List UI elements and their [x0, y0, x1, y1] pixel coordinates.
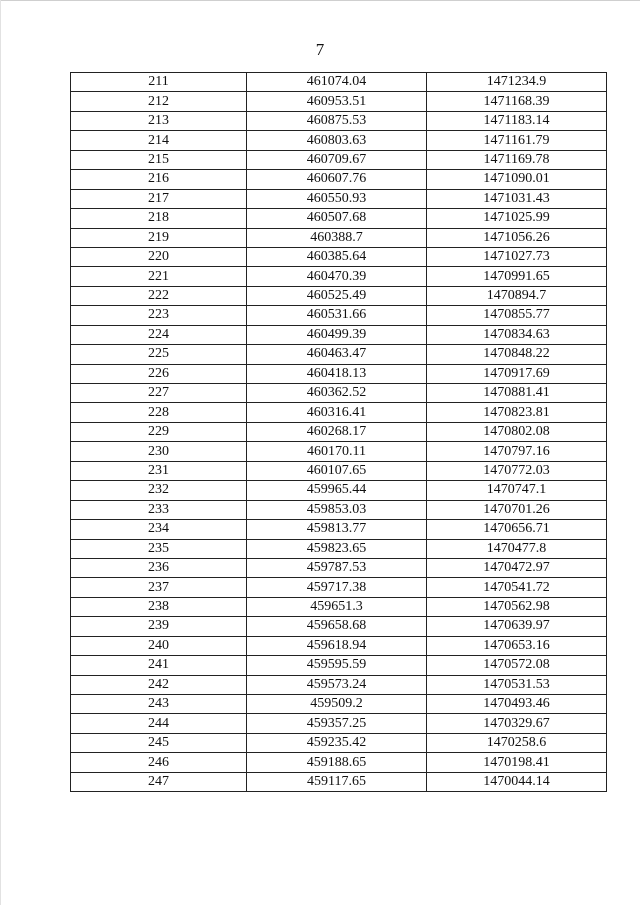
point-number-cell: 220	[71, 247, 247, 266]
table-row	[71, 558, 607, 577]
x-coordinate-cell: 459658.68	[247, 617, 427, 636]
table-row	[71, 597, 607, 616]
y-coordinate-cell: 1470991.65	[427, 267, 607, 286]
y-coordinate-cell: 1470917.69	[427, 364, 607, 383]
table-row	[71, 695, 607, 714]
x-coordinate-cell: 459965.44	[247, 481, 427, 500]
point-number-cell: 212	[71, 92, 247, 111]
table-row	[71, 733, 607, 752]
x-coordinate-cell: 459651.3	[247, 597, 427, 616]
y-coordinate-cell: 1470639.97	[427, 617, 607, 636]
y-coordinate-cell: 1471031.43	[427, 189, 607, 208]
y-coordinate-cell: 1471161.79	[427, 131, 607, 150]
y-coordinate-cell: 1470044.14	[427, 772, 607, 791]
y-coordinate-cell: 1471027.73	[427, 247, 607, 266]
table-row	[71, 539, 607, 558]
y-coordinate-cell: 1470855.77	[427, 306, 607, 325]
x-coordinate-cell: 459618.94	[247, 636, 427, 655]
table-row	[71, 617, 607, 636]
x-coordinate-cell: 459235.42	[247, 733, 427, 752]
point-number-cell: 221	[71, 267, 247, 286]
point-number-cell: 228	[71, 403, 247, 422]
x-coordinate-cell: 460953.51	[247, 92, 427, 111]
y-coordinate-cell: 1470562.98	[427, 597, 607, 616]
table-row	[71, 500, 607, 519]
point-number-cell: 243	[71, 695, 247, 714]
point-number-cell: 234	[71, 520, 247, 539]
x-coordinate-cell: 460385.64	[247, 247, 427, 266]
y-coordinate-cell: 1470493.46	[427, 695, 607, 714]
y-coordinate-cell: 1470881.41	[427, 384, 607, 403]
x-coordinate-cell: 460499.39	[247, 325, 427, 344]
page-number: 7	[315, 40, 325, 59]
y-coordinate-cell: 1470541.72	[427, 578, 607, 597]
table-row	[71, 403, 607, 422]
x-coordinate-cell: 459717.38	[247, 578, 427, 597]
y-coordinate-cell: 1471090.01	[427, 170, 607, 189]
x-coordinate-cell: 460525.49	[247, 286, 427, 305]
y-coordinate-cell: 1470823.81	[427, 403, 607, 422]
point-number-cell: 222	[71, 286, 247, 305]
x-coordinate-cell: 460470.39	[247, 267, 427, 286]
x-coordinate-cell: 460418.13	[247, 364, 427, 383]
x-coordinate-cell: 460107.65	[247, 461, 427, 480]
point-number-cell: 239	[71, 617, 247, 636]
y-coordinate-cell: 1471183.14	[427, 111, 607, 130]
coordinates-table	[70, 72, 607, 792]
table-row	[71, 384, 607, 403]
point-number-cell: 241	[71, 656, 247, 675]
table-row	[71, 267, 607, 286]
x-coordinate-cell: 460268.17	[247, 422, 427, 441]
x-coordinate-cell: 461074.04	[247, 73, 427, 92]
y-coordinate-cell: 1470198.41	[427, 753, 607, 772]
y-coordinate-cell: 1470656.71	[427, 520, 607, 539]
table-row	[71, 286, 607, 305]
point-number-cell: 247	[71, 772, 247, 791]
y-coordinate-cell: 1470894.7	[427, 286, 607, 305]
x-coordinate-cell: 460709.67	[247, 150, 427, 169]
point-number-cell: 211	[71, 73, 247, 92]
table-row	[71, 422, 607, 441]
table-row	[71, 772, 607, 791]
x-coordinate-cell: 460170.11	[247, 442, 427, 461]
point-number-cell: 223	[71, 306, 247, 325]
y-coordinate-cell: 1471056.26	[427, 228, 607, 247]
table-row	[71, 92, 607, 111]
x-coordinate-cell: 459787.53	[247, 558, 427, 577]
y-coordinate-cell: 1470653.16	[427, 636, 607, 655]
y-coordinate-cell: 1470747.1	[427, 481, 607, 500]
x-coordinate-cell: 460362.52	[247, 384, 427, 403]
x-coordinate-cell: 459823.65	[247, 539, 427, 558]
x-coordinate-cell: 459813.77	[247, 520, 427, 539]
table-row	[71, 364, 607, 383]
y-coordinate-cell: 1471234.9	[427, 73, 607, 92]
point-number-cell: 240	[71, 636, 247, 655]
table-row	[71, 753, 607, 772]
point-number-cell: 218	[71, 209, 247, 228]
y-coordinate-cell: 1470772.03	[427, 461, 607, 480]
table-row	[71, 150, 607, 169]
x-coordinate-cell: 459357.25	[247, 714, 427, 733]
point-number-cell: 227	[71, 384, 247, 403]
table-row	[71, 442, 607, 461]
x-coordinate-cell: 460531.66	[247, 306, 427, 325]
table-row	[71, 306, 607, 325]
point-number-cell: 230	[71, 442, 247, 461]
y-coordinate-cell: 1470848.22	[427, 345, 607, 364]
y-coordinate-cell: 1471169.78	[427, 150, 607, 169]
x-coordinate-cell: 460607.76	[247, 170, 427, 189]
point-number-cell: 236	[71, 558, 247, 577]
x-coordinate-cell: 460388.7	[247, 228, 427, 247]
point-number-cell: 231	[71, 461, 247, 480]
x-coordinate-cell: 460550.93	[247, 189, 427, 208]
table-row	[71, 131, 607, 150]
table-row	[71, 73, 607, 92]
y-coordinate-cell: 1470572.08	[427, 656, 607, 675]
table-row	[71, 111, 607, 130]
point-number-cell: 242	[71, 675, 247, 694]
x-coordinate-cell: 460463.47	[247, 345, 427, 364]
x-coordinate-cell: 459117.65	[247, 772, 427, 791]
y-coordinate-cell: 1470531.53	[427, 675, 607, 694]
x-coordinate-cell: 459595.59	[247, 656, 427, 675]
table-row	[71, 170, 607, 189]
x-coordinate-cell: 460316.41	[247, 403, 427, 422]
table-row	[71, 247, 607, 266]
x-coordinate-cell: 459853.03	[247, 500, 427, 519]
y-coordinate-cell: 1470834.63	[427, 325, 607, 344]
point-number-cell: 224	[71, 325, 247, 344]
x-coordinate-cell: 460803.63	[247, 131, 427, 150]
point-number-cell: 217	[71, 189, 247, 208]
y-coordinate-cell: 1470477.8	[427, 539, 607, 558]
y-coordinate-cell: 1470802.08	[427, 422, 607, 441]
point-number-cell: 215	[71, 150, 247, 169]
scan-edge-left	[0, 0, 1, 905]
point-number-cell: 219	[71, 228, 247, 247]
y-coordinate-cell: 1470329.67	[427, 714, 607, 733]
table-row	[71, 675, 607, 694]
table-row	[71, 461, 607, 480]
point-number-cell: 244	[71, 714, 247, 733]
x-coordinate-cell: 460875.53	[247, 111, 427, 130]
y-coordinate-cell: 1470472.97	[427, 558, 607, 577]
point-number-cell: 237	[71, 578, 247, 597]
point-number-cell: 214	[71, 131, 247, 150]
point-number-cell: 226	[71, 364, 247, 383]
scan-edge-top	[0, 0, 640, 1]
point-number-cell: 225	[71, 345, 247, 364]
coordinates-table-body	[71, 73, 607, 792]
x-coordinate-cell: 459573.24	[247, 675, 427, 694]
table-row	[71, 189, 607, 208]
y-coordinate-cell: 1471168.39	[427, 92, 607, 111]
point-number-cell: 232	[71, 481, 247, 500]
table-row	[71, 714, 607, 733]
point-number-cell: 213	[71, 111, 247, 130]
point-number-cell: 233	[71, 500, 247, 519]
y-coordinate-cell: 1470701.26	[427, 500, 607, 519]
point-number-cell: 216	[71, 170, 247, 189]
table-row	[71, 228, 607, 247]
x-coordinate-cell: 460507.68	[247, 209, 427, 228]
table-row	[71, 520, 607, 539]
point-number-cell: 245	[71, 733, 247, 752]
table-row	[71, 636, 607, 655]
table-row	[71, 578, 607, 597]
table-row	[71, 656, 607, 675]
point-number-cell: 235	[71, 539, 247, 558]
table-row	[71, 209, 607, 228]
point-number-cell: 238	[71, 597, 247, 616]
x-coordinate-cell: 459509.2	[247, 695, 427, 714]
table-row	[71, 481, 607, 500]
y-coordinate-cell: 1470797.16	[427, 442, 607, 461]
x-coordinate-cell: 459188.65	[247, 753, 427, 772]
table-row	[71, 325, 607, 344]
point-number-cell: 229	[71, 422, 247, 441]
y-coordinate-cell: 1470258.6	[427, 733, 607, 752]
point-number-cell: 246	[71, 753, 247, 772]
y-coordinate-cell: 1471025.99	[427, 209, 607, 228]
table-row	[71, 345, 607, 364]
